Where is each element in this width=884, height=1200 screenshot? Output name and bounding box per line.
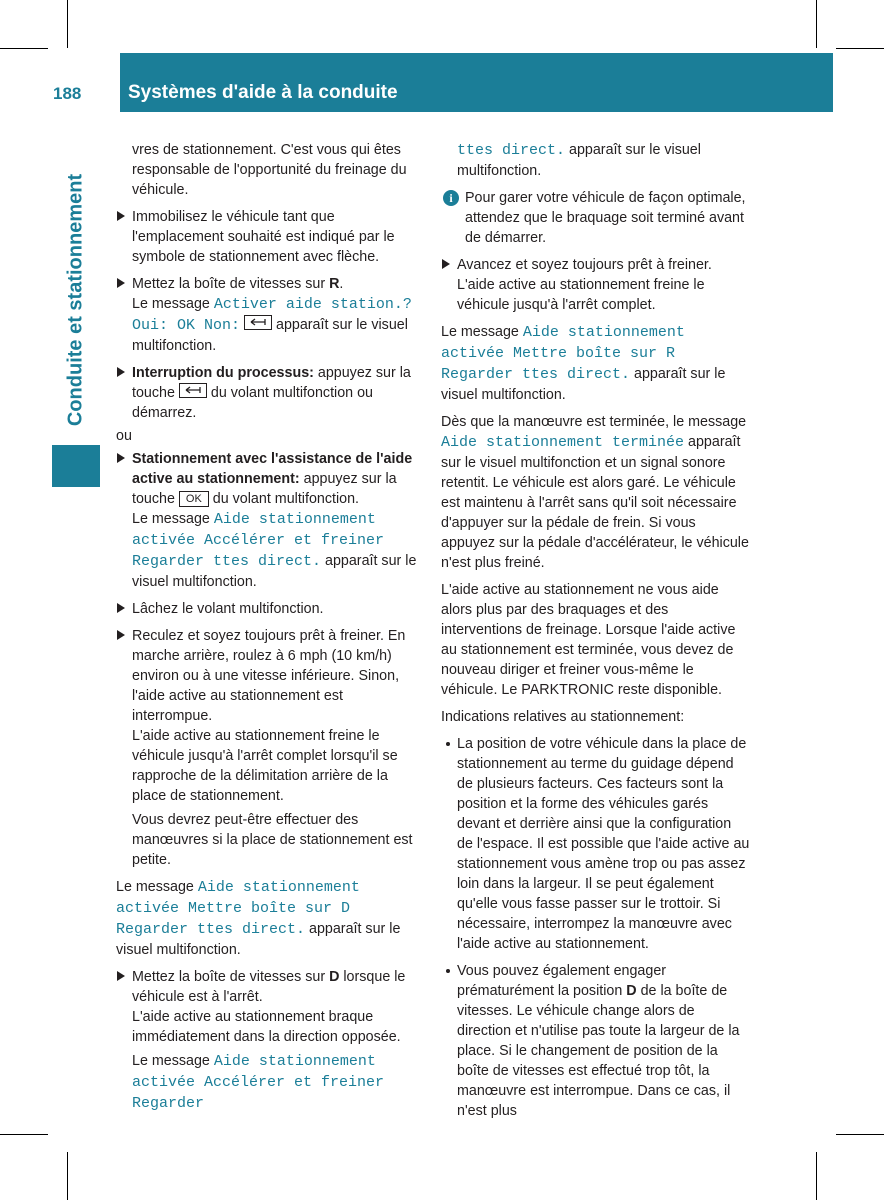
step-text: .: [339, 276, 344, 292]
crop-mark: [67, 0, 68, 48]
step-item: [116, 449, 426, 592]
step-item: [116, 363, 426, 423]
display-message: ttes direct.: [457, 142, 566, 159]
paragraph: [116, 877, 426, 960]
back-key-icon: [244, 315, 272, 330]
step-text: Immobilisez le véhicule tant que l'emplacement souhaité est indiqué par le symbole de stationnement avec flèche.: [132, 209, 395, 265]
step-text: apparaît sur le visuel multifonction.: [132, 553, 417, 590]
step-item: [116, 626, 426, 870]
bullet-item: [441, 961, 751, 1121]
display-message: Activer aide station.? Oui: OK Non:: [132, 296, 412, 334]
crop-mark: [0, 1134, 48, 1135]
ok-key: OK: [179, 491, 209, 507]
step-item: [116, 274, 426, 356]
step-heading: Stationnement avec l'assistance de l'aide active au stationnement:: [132, 451, 413, 487]
gear-letter: R: [329, 276, 340, 292]
display-message: Aide stationnement activée Mettre boîte sur D Regarder ttes direct.: [116, 879, 360, 938]
paragraph-text: apparaît sur le visuel multifonction.: [457, 142, 701, 179]
display-message: Aide stationnement activée Accélérer et freiner Regarder ttes direct.: [132, 511, 385, 570]
crop-mark: [836, 1134, 884, 1135]
step-arrow-icon: [117, 367, 125, 377]
crop-mark: [836, 48, 884, 49]
step-item: [441, 255, 751, 315]
step-text: lorsque le véhicule est à l'arrêt.: [132, 969, 406, 1005]
paragraph-text: Dès que la manœuvre est terminée, le message: [441, 414, 747, 430]
step-text: apparaît sur le visuel multifonction.: [132, 317, 408, 354]
step-text: du volant multifonction ou démarrez.: [132, 385, 374, 421]
back-key-icon: [179, 383, 207, 398]
step-arrow-icon: [442, 259, 450, 269]
conjunction: ou: [116, 428, 132, 444]
paragraph: Indications relatives au stationnement:: [441, 709, 685, 725]
step-text: appuyez sur la touche: [132, 471, 397, 507]
side-tab-marker: [52, 445, 100, 487]
paragraph: [441, 140, 751, 181]
step-text: L'aide active au stationnement freine le véhicule jusqu'à l'arrêt complet lorsqu'il se rapproche de la délimitation arrière de la place de stationnement.: [132, 728, 398, 804]
step-arrow-icon: [117, 630, 125, 640]
page-title: Systèmes d'aide à la conduite: [128, 82, 398, 103]
step-item: [116, 599, 426, 619]
gear-letter: D: [329, 969, 340, 985]
bullet-text: Vous pouvez également engager prématurément la position: [457, 963, 667, 999]
info-icon: i: [443, 190, 459, 206]
step-arrow-icon: [117, 603, 125, 613]
paragraph: [441, 322, 751, 405]
step-text: Lâchez le volant multifonction.: [132, 601, 324, 617]
paragraph-text: apparaît sur le visuel multifonction et un signal sonore retentit. Le véhicule est alors garé. Le véhicule est maintenu à l'arrêt sans qu'il soit nécessaire d'appuyer sur la pédale de frein. Si vous appuyez sur la pédale d'accélérateur, le véhicule n'est plus freiné.: [441, 434, 749, 571]
crop-mark: [67, 1152, 68, 1200]
step-text: Mettez la boîte de vitesses sur: [132, 969, 330, 985]
step-heading: Interruption du processus:: [132, 365, 314, 381]
paragraph-text: Le message: [116, 879, 198, 895]
step-arrow-icon: [117, 211, 125, 221]
bullet-dot: [446, 742, 450, 746]
bullet-dot: [446, 969, 450, 973]
step-arrow-icon: [117, 453, 125, 463]
step-text: du volant multifonction.: [208, 491, 360, 507]
paragraph: L'aide active au stationnement ne vous aide alors plus par des braquages et des interventions de freinage. Lorsque l'aide active au stationnement est terminée, vous devez de nouveau diriger et freiner vous-même le véhicule. Le PARKTRONIC reste disponible.: [441, 582, 736, 698]
bullet-item: [441, 734, 751, 954]
paragraph-text: apparaît sur le visuel multifonction.: [116, 921, 401, 958]
step-text: Reculez et soyez toujours prêt à freiner. En marche arrière, roulez à 6 mph (10 km/h) environ ou à une vitesse inférieure. Sinon, l'aide active au stationnement est interrompue.: [132, 628, 406, 724]
bullet-text: La position de votre véhicule dans la place de stationnement au terme du guidage dépend de plusieurs facteurs. Ces facteurs sont la position et la forme des véhicules garés devant et derrière ainsi que la configuration de l'espace. Il est possible que l'aide active au stationnement vous amène trop ou pas assez loin dans la largeur. Il se peut également qu'elle vous fasse passer sur le trottoir. Si nécessaire, interrompez la manœuvre avec l'aide active au stationnement.: [457, 736, 750, 952]
step-arrow-icon: [117, 971, 125, 981]
step-text: Mettez la boîte de vitesses sur: [132, 276, 330, 292]
paragraph-text: apparaît sur le visuel multifonction.: [441, 366, 726, 403]
step-text: Vous devrez peut-être effectuer des manœuvres si la place de stationnement est petite.: [132, 812, 413, 868]
display-message: Aide stationnement activée Mettre boîte sur R Regarder ttes direct.: [441, 324, 685, 383]
step-item: [116, 967, 426, 1114]
info-note: [441, 188, 751, 248]
crop-mark: [816, 1152, 817, 1200]
step-text: Avancez et soyez toujours prêt à freiner. L'aide active au stationnement freine le véhicule jusqu'à l'arrêt complet.: [457, 257, 712, 313]
step-text: appuyez sur la touche: [132, 365, 411, 401]
bullet-text: de la boîte de vitesses. Le véhicule change alors de direction et n'utilise pas toute la largeur de la place. Si le changement de position de la boîte de vitesses est effectué trop tôt, la manœuvre est interrompue. Dans ce cas, il n'est plus: [457, 983, 740, 1119]
paragraph: vres de stationnement. C'est vous qui êtes responsable de l'opportunité du freinage du véhicule.: [132, 142, 407, 198]
left-column: [116, 140, 426, 1121]
step-item: [116, 207, 426, 267]
crop-mark: [0, 48, 48, 49]
step-text: L'aide active au stationnement braque immédiatement dans la direction opposée.: [132, 1009, 401, 1045]
right-column: [441, 140, 751, 1128]
paragraph: [441, 412, 751, 573]
step-text: Le message: [132, 1053, 214, 1069]
side-tab-label: Conduite et stationnement: [64, 173, 87, 427]
gear-letter: D: [626, 983, 637, 999]
paragraph-text: Le message: [441, 324, 523, 340]
crop-mark: [816, 0, 817, 48]
info-text: Pour garer votre véhicule de façon optimale, attendez que le braquage soit terminé avant de démarrer.: [465, 190, 746, 246]
display-message: Aide stationnement terminée: [441, 434, 685, 451]
display-message: Aide stationnement activée Accélérer et freiner Regarder: [132, 1053, 385, 1112]
step-text: Le message: [132, 296, 214, 312]
page-number: 188: [53, 84, 82, 103]
step-text: Le message: [132, 511, 214, 527]
step-arrow-icon: [117, 278, 125, 288]
